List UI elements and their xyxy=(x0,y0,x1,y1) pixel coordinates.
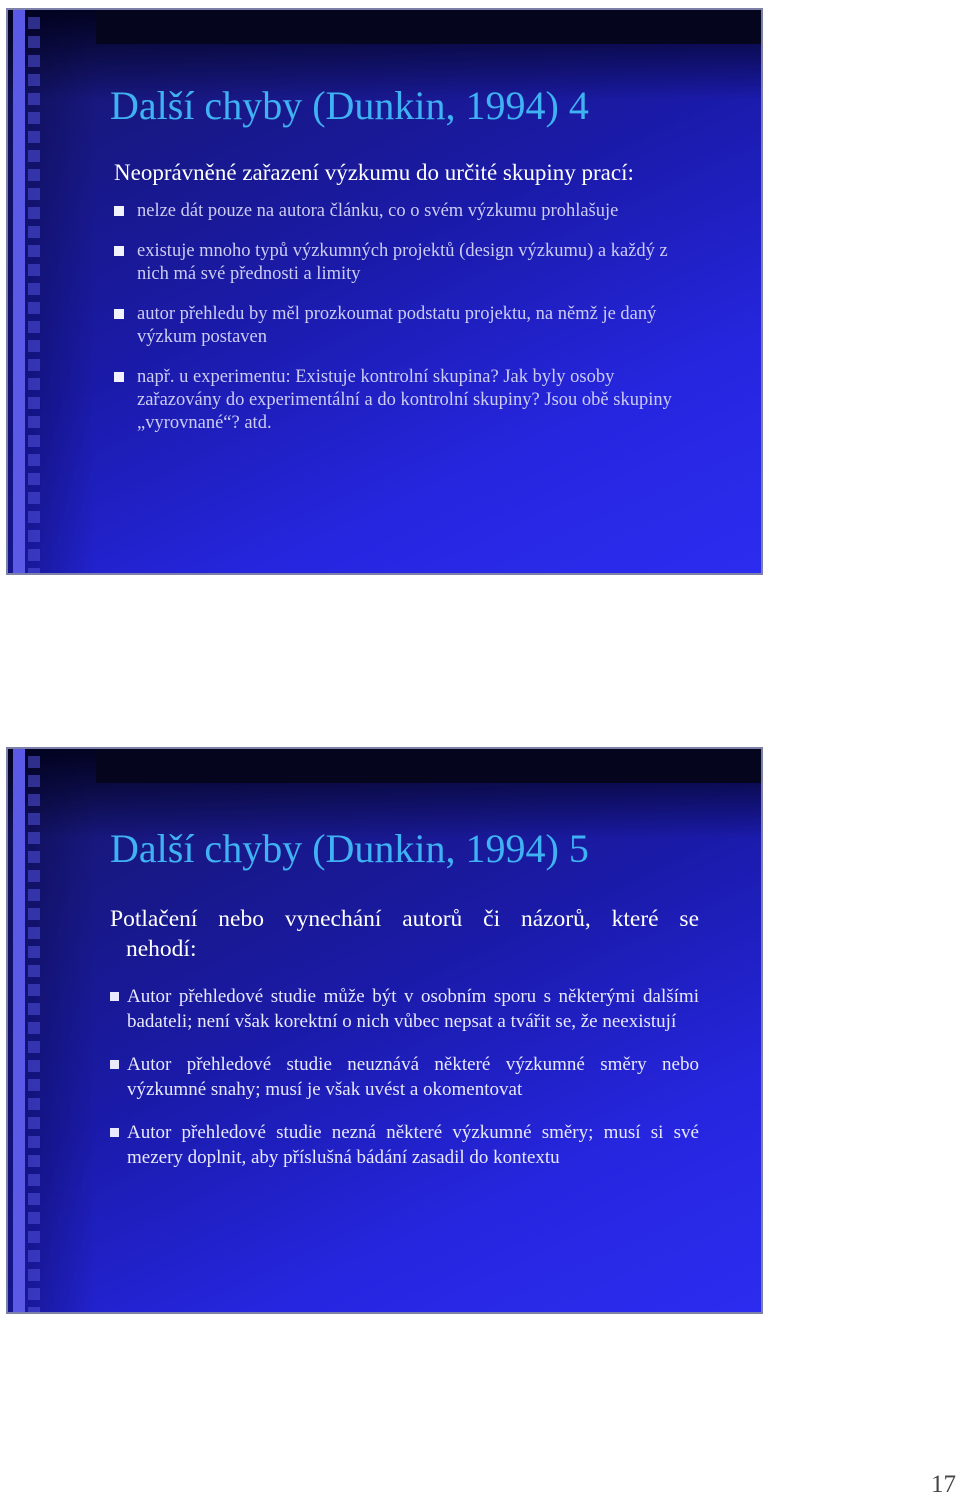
square-bullet-icon xyxy=(110,992,119,1001)
slide-top-bar xyxy=(96,749,761,783)
slide-lead-line-2: nehodí: xyxy=(126,936,197,962)
slide-content xyxy=(110,160,699,452)
list-item: nelze dát pouze na autora článku, co o svém výzkumu prohlašuje xyxy=(110,200,699,223)
page-number: 17 xyxy=(931,1471,956,1498)
bullet-list xyxy=(110,984,699,1170)
square-bullet-icon xyxy=(114,206,124,216)
slide-1 xyxy=(6,8,763,575)
decorative-squares-offset xyxy=(28,749,40,1312)
bullet-list xyxy=(110,200,699,435)
slide-top-bar xyxy=(96,10,761,44)
list-item: autor přehledu by měl prozkoumat podstatu projektu, na němž je daný výzkum postaven xyxy=(110,303,699,349)
slide-title: Další chyby (Dunkin, 1994) 4 xyxy=(110,83,589,128)
list-item: Autor přehledové studie může být v osobním sporu s některými dalšími badateli; není však korektní o nich vůbec nepsat a tvářit se, že neexistují xyxy=(110,984,699,1034)
slide-2 xyxy=(6,747,763,1314)
slide-lead-line-1: Potlačení nebo vynechání autorů či názorů, které se xyxy=(110,906,699,932)
square-bullet-icon xyxy=(110,1128,119,1137)
list-item: Autor přehledové studie neuznává některé výzkumné směry nebo výzkumné snahy; musí je však uvést a okomentovat xyxy=(110,1052,699,1102)
square-bullet-icon xyxy=(114,372,124,382)
square-bullet-icon xyxy=(114,309,124,319)
decorative-squares-offset xyxy=(28,10,40,573)
square-bullet-icon xyxy=(110,1060,119,1069)
square-bullet-icon xyxy=(114,246,124,256)
decorative-squares xyxy=(13,10,27,573)
decorative-squares xyxy=(13,749,27,1312)
list-item: Autor přehledové studie nezná některé výzkumné směry; musí si své mezery doplnit, aby příslušná bádání zasadil do kontextu xyxy=(110,1120,699,1170)
list-item: existuje mnoho typů výzkumných projektů (design výzkumu) a každý z nich má své přednosti a limity xyxy=(110,240,699,286)
slide-title: Další chyby (Dunkin, 1994) 5 xyxy=(110,826,589,871)
slide-lead xyxy=(110,904,699,964)
slide-content xyxy=(110,904,699,1188)
list-item: např. u experimentu: Existuje kontrolní skupina? Jak byly osoby zařazovány do experimentální a do kontrolní skupiny? Jsou obě skupiny „vyrovnané“? atd. xyxy=(110,366,699,435)
slide-lead: Neoprávněné zařazení výzkumu do určité skupiny prací: xyxy=(114,160,634,185)
